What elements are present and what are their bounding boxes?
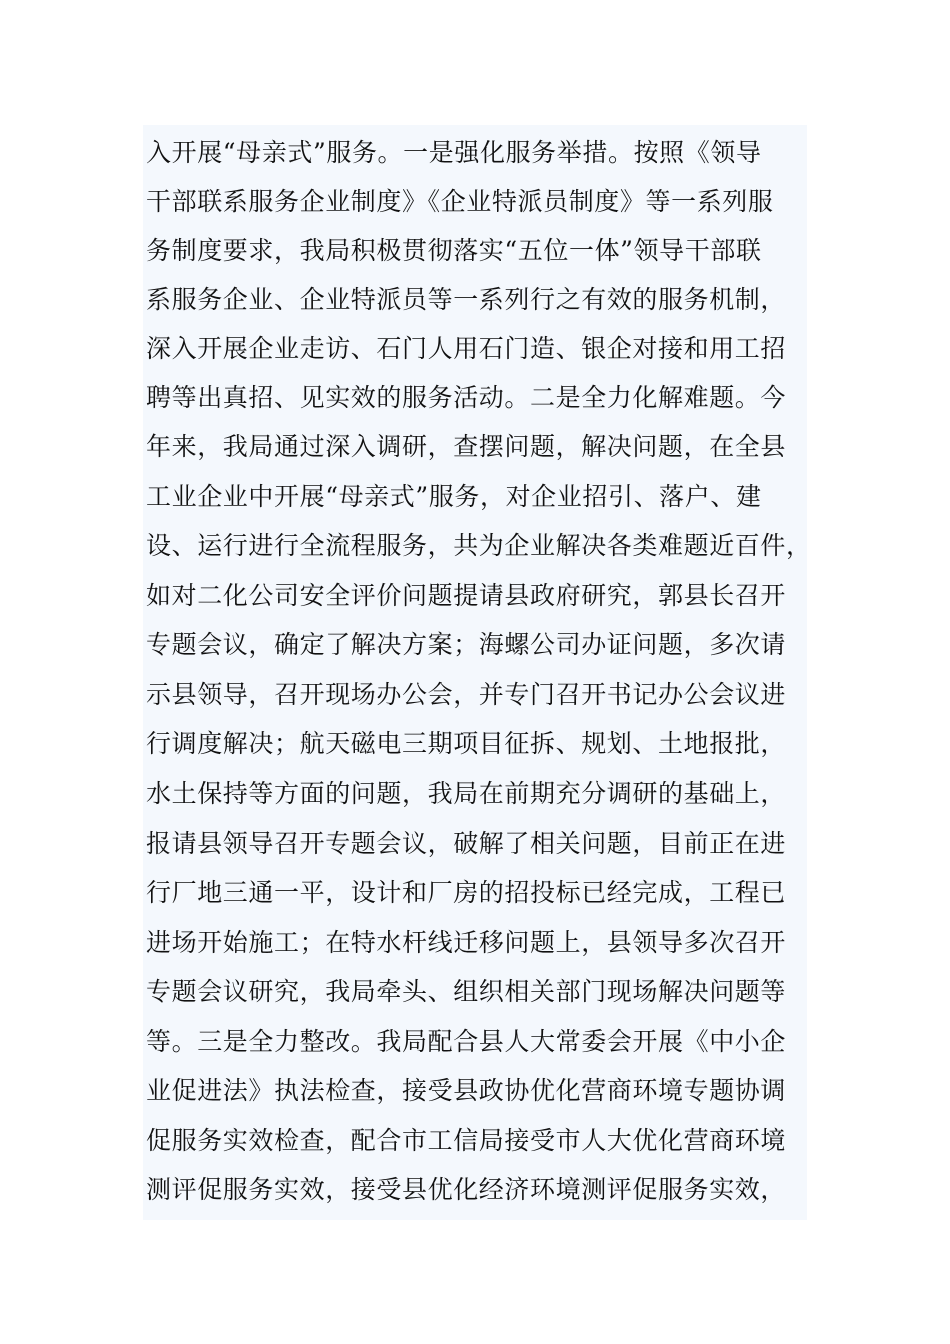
text-line: 进场开始施工；在特水杆线迁移问题上，县领导多次召开 <box>146 928 787 957</box>
text-line: 入开展“母亲式”服务。一是强化服务举措。按照《领导 <box>146 138 762 167</box>
text-line: 行厂地三通一平，设计和厂房的招投标已经完成，工程已 <box>146 878 787 907</box>
body-text-block <box>143 125 812 1220</box>
text-line: 业促进法》执法检查，接受县政协优化营商环境专题协调 <box>146 1076 787 1105</box>
text-line: 年来，我局通过深入调研，查摆问题，解决问题，在全县 <box>146 432 787 461</box>
text-line: 专题会议研究，我局牵头、组织相关部门现场解决问题等 <box>146 977 787 1006</box>
text-line: 工业企业中开展“母亲式”服务，对企业招引、落户、建 <box>146 482 762 511</box>
text-line: 系服务企业、企业特派员等一系列行之有效的服务机制， <box>146 285 787 314</box>
text-line: 水土保持等方面的问题，我局在前期充分调研的基础上， <box>146 779 787 808</box>
text-line: 如对二化公司安全评价问题提请县政府研究，郭县长召开 <box>146 581 787 610</box>
text-line: 设、运行进行全流程服务，共为企业解决各类难题近百件， <box>146 531 812 560</box>
text-line: 行调度解决；航天磁电三期项目征拆、规划、土地报批， <box>146 729 787 758</box>
text-line: 务制度要求，我局积极贯彻落实“五位一体”领导干部联 <box>146 236 762 265</box>
text-line: 深入开展企业走访、石门人用石门造、银企对接和用工招 <box>146 334 787 363</box>
text-line: 报请县领导召开专题会议，破解了相关问题，目前正在进 <box>146 829 787 858</box>
text-line: 测评促服务实效，接受县优化经济环境测评促服务实效， <box>146 1175 787 1204</box>
text-line: 聘等出真招、见实效的服务活动。二是全力化解难题。今 <box>146 383 787 412</box>
text-line: 干部联系服务企业制度》《企业特派员制度》等一系列服 <box>146 187 774 216</box>
text-line: 等。三是全力整改。我局配合县人大常委会开展《中小企 <box>146 1027 787 1056</box>
text-line: 专题会议，确定了解决方案；海螺公司办证问题，多次请 <box>146 630 787 659</box>
text-line: 促服务实效检查，配合市工信局接受市人大优化营商环境 <box>146 1126 787 1155</box>
text-line: 示县领导，召开现场办公会，并专门召开书记办公会议进 <box>146 680 787 709</box>
